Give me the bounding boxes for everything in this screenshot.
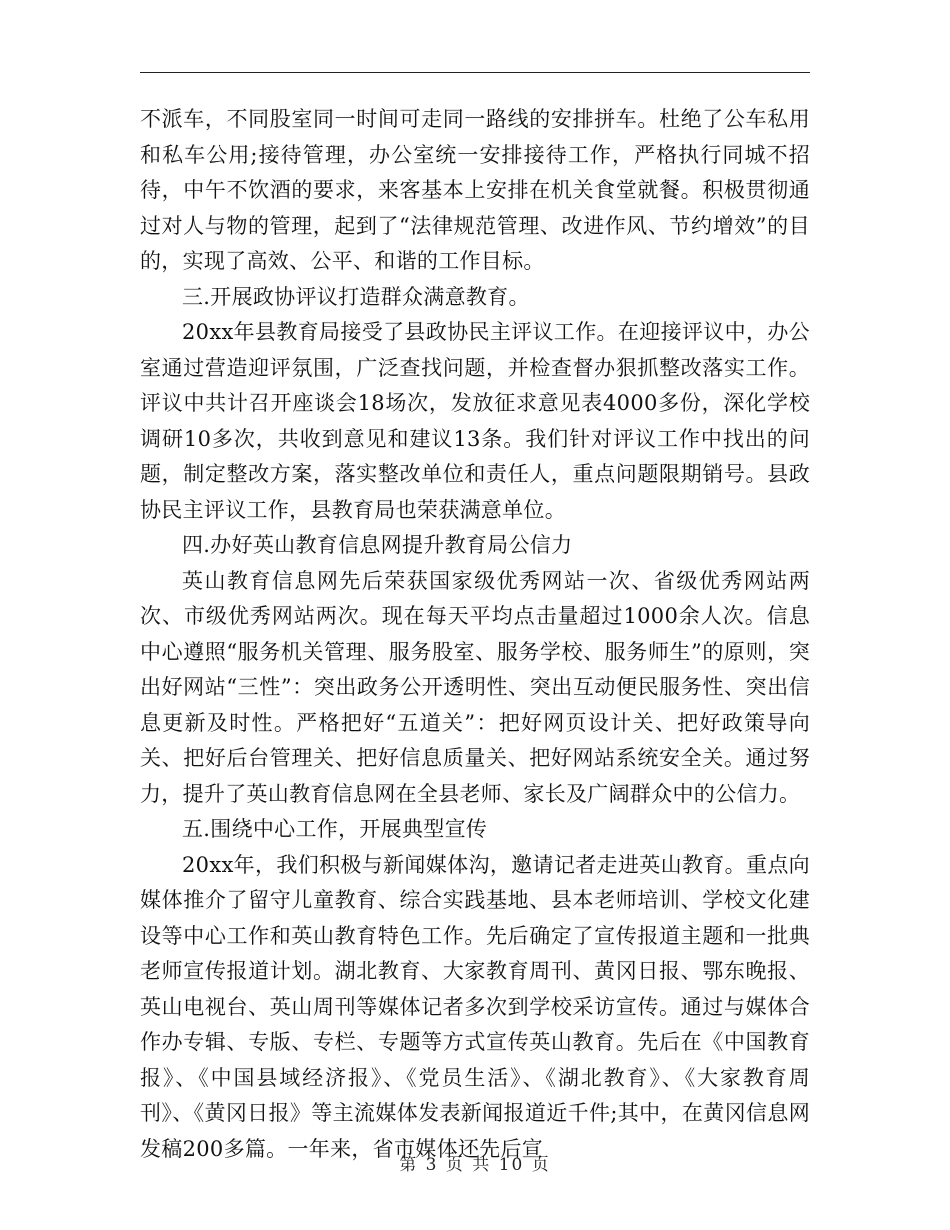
paragraph-body: 英山教育信息网先后荣获国家级优秀网站一次、省级优秀网站两次、市级优秀网站两次。现在每天平均点击量超过1000余人次。信息中心遵照“服务机关管理、服务股室、服务学校、服务师生”的原则，突出好网站“三性”：突出政务公开透明性、突出互动便民服务性、突出信息更新及时性。严格把好“五道关”：把好网页设计关、把好政策导向关、把好后台管理关、把好信息质量关、把好网站系统安全关。通过努力，提升了英山教育信息网在全县老师、家长及广阔群众中的公信力。	[140, 568, 810, 806]
page-number-footer: 第 3 页 共 10 页	[399, 1155, 551, 1175]
section-heading-4: 四.办好英山教育信息网提升教育局公信力	[182, 533, 573, 557]
header-rule	[140, 72, 810, 73]
paragraph-body: 20xx年，我们积极与新闻媒体沟，邀请记者走进英山教育。重点向媒体推介了留守儿童教育、综合实践基地、县本老师培训、学校文化建设等中心工作和英山教育特色工作。先后确定了宣传报道主题和一批典老师宣传报道计划。湖北教育、大家教育周刊、黄冈日报、鄂东晚报、英山电视台、英山周刊等媒体记者多次到学校采访宣传。通过与媒体合作办专辑、专版、专栏、专题等方式宣传英山教育。先后在《中国教育报》、《中国县域经济报》、《党员生活》、《湖北教育》、《大家教育周刊》、《黄冈日报》等主流媒体发表新闻报道近千件;其中，在黄冈信息网发稿200多篇。一年来，省市媒体还先后宣	[140, 852, 810, 1161]
paragraph-body: 20xx年县教育局接受了县政协民主评议工作。在迎接评议中，办公室通过营造迎评氛围，广泛查找问题，并检查督办狠抓整改落实工作。评议中共计召开座谈会18场次，发放征求意见表4000多份，深化学校调研10多次，共收到意见和建议13条。我们针对评议工作中找出的问题，制定整改方案，落实整改单位和责任人，重点问题限期销号。县政协民主评议工作，县教育局也荣获满意单位。	[140, 320, 810, 522]
paragraph-body: 不派车，不同股室同一时间可走同一路线的安排拼车。杜绝了公车私用和私车公用;接待管理，办公室统一安排接待工作，严格执行同城不招待，中午不饮酒的要求，来客基本上安排在机关食堂就餐。积极贯彻通过对人与物的管理，起到了“法律规范管理、改进作风、节约增效”的目的，实现了高效、公平、和谐的工作目标。	[140, 107, 810, 273]
section-heading-5: 五.围绕中心工作，开展典型宣传	[182, 817, 488, 841]
document-body	[140, 102, 810, 1167]
section-heading-3: 三.开展政协评议打造群众满意教育。	[182, 284, 530, 309]
